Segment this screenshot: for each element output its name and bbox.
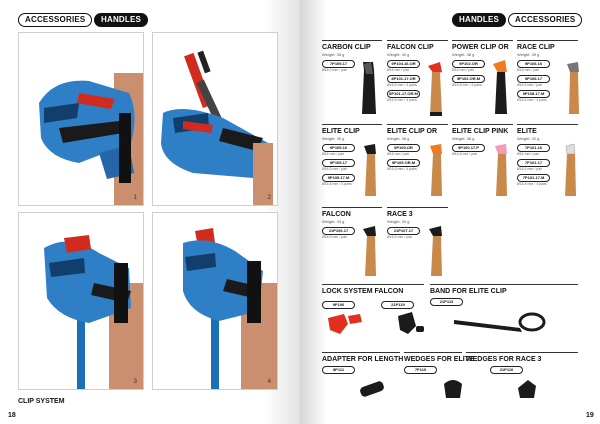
falcon-handle-image — [360, 226, 380, 278]
elite-handle-image — [560, 142, 580, 198]
carbon-clip-handle-image — [357, 60, 379, 116]
product-note: Ø16,5 mm / 4 pairs — [387, 167, 417, 171]
product-weight: Weight: 35 g — [322, 52, 345, 57]
product-code: 7P109.17 — [322, 60, 355, 68]
elite-clip-pink-handle-image — [491, 142, 511, 198]
product-weight: Weight: 33 g — [322, 219, 345, 224]
page-number-right: 19 — [586, 412, 594, 419]
product-code: 8P101.17.OR — [387, 75, 420, 83]
product-code: 9P102.OR — [452, 60, 485, 68]
band-for-elite-clip-image — [450, 306, 546, 342]
product-note: Ø16,5 mm / pair — [517, 167, 543, 171]
product-code: 9P105.16 — [322, 144, 355, 152]
page-number-left: 18 — [8, 412, 16, 419]
product-weight: Weight: 35 g — [322, 136, 345, 141]
product-title: CARBON CLIP — [322, 44, 371, 51]
product-weight: Weight: 38 g — [387, 136, 410, 141]
product-title: FALCON CLIP — [387, 44, 434, 51]
product-code: 7P101.17.M — [517, 174, 550, 182]
separator — [404, 352, 462, 353]
product-title: FALCON — [322, 211, 351, 218]
product-note: Ø16 mm / pair — [387, 152, 410, 156]
accessory-title: BAND FOR ELITE CLIP — [430, 288, 507, 295]
separator — [517, 40, 578, 41]
product-title: ELITE CLIP OR — [387, 128, 438, 135]
separator — [322, 352, 400, 353]
product-code: 9P102.OR.M — [452, 75, 485, 83]
accessory-wedges-for-elite — [404, 356, 474, 374]
accessory-code: 21P119 — [381, 301, 414, 309]
accessory-wedges-for-race-3 — [466, 356, 576, 374]
product-code: 8P101.17.OR.M — [387, 90, 420, 98]
adapter-image — [354, 376, 390, 404]
separator — [452, 124, 513, 125]
accessory-band-for-elite-clip — [430, 288, 540, 306]
product-weight: Weight: 38 g — [452, 52, 475, 57]
falcon-clip-handle-image — [424, 62, 446, 118]
product-code: 9P105.OR.M — [387, 159, 420, 167]
footer-title: CLIP SYSTEM — [18, 398, 65, 405]
tag-handles: HANDLES — [94, 13, 148, 27]
product-note: Ø16,5 mm / pair — [322, 167, 348, 171]
product-note: Ø16,5 mm / 4 pairs — [322, 182, 352, 186]
lock-system-black-image — [394, 308, 428, 338]
elite-clip-or-handle-image — [426, 142, 446, 198]
race-clip-handle-image — [562, 60, 584, 116]
elite-clip-handle-image — [360, 142, 380, 198]
product-weight: Weight: 39 g — [517, 52, 540, 57]
power-clip-handle-image — [489, 60, 511, 116]
separator — [322, 207, 382, 208]
separator — [322, 124, 382, 125]
separator — [322, 284, 424, 285]
product-code: 21P106.17 — [322, 227, 355, 235]
gloved-hand-image — [153, 213, 277, 389]
photo-number: 3 — [133, 379, 137, 385]
accessory-code: 9P106 — [322, 301, 355, 309]
product-note: Ø16,5 mm / pair — [387, 235, 413, 239]
product-note: Ø16,5 mm / 4 pairs — [517, 98, 547, 102]
product-note: Ø16 mm / pair — [517, 68, 540, 72]
separator — [517, 124, 578, 125]
separator — [387, 124, 448, 125]
product-title: RACE 3 — [387, 211, 413, 218]
accessory-code: 8P111 — [322, 366, 355, 374]
product-title: ELITE CLIP PINK — [452, 128, 509, 135]
accessory-title: WEDGES FOR RACE 3 — [466, 356, 542, 363]
product-code: 9P108.17.M — [517, 90, 550, 98]
photo-number: 4 — [267, 379, 271, 385]
product-note: Ø16 mm / pair — [387, 68, 410, 72]
product-note: Ø16,5 mm / 4 pairs — [387, 98, 417, 102]
photo-glove-3 — [18, 212, 144, 390]
product-note: Ø16,5 mm / 4 pairs — [452, 83, 482, 87]
separator — [387, 207, 448, 208]
accessory-title: ADAPTER FOR LENGTH — [322, 356, 404, 363]
product-title: RACE CLIP — [517, 44, 555, 51]
product-weight: Weight: 30 g — [387, 219, 410, 224]
product-title: POWER CLIP OR — [452, 44, 509, 51]
accessory-title: LOCK SYSTEM FALCON — [322, 288, 404, 295]
race-3-handle-image — [426, 226, 446, 278]
separator — [430, 284, 578, 285]
separator — [452, 40, 513, 41]
product-note: Ø16,5 mm / 4 pairs — [387, 83, 417, 87]
product-note: Ø16,5 mm / 4 pairs — [517, 182, 547, 186]
photo-number: 2 — [267, 195, 271, 201]
photo-glove-1 — [18, 32, 144, 206]
product-note: Ø16 mm / pair — [452, 68, 475, 72]
product-code: 7P101.17 — [517, 159, 550, 167]
product-code: 9P108.16 — [517, 60, 550, 68]
lock-system-red-image — [324, 308, 368, 338]
separator — [466, 352, 578, 353]
product-code: 9P104.16.OR — [387, 60, 420, 68]
product-note: Ø16,5 mm / pair — [517, 83, 543, 87]
product-code: 21P107.17 — [387, 227, 420, 235]
product-note: Ø16,0 mm / pair — [322, 68, 348, 72]
gloved-hand-image — [19, 213, 143, 389]
accessory-code: 21P113 — [430, 298, 463, 306]
product-note: Ø16 mm / pair — [517, 152, 540, 156]
product-weight: Weight: 38 g — [452, 136, 475, 141]
accessory-code: 7P110 — [404, 366, 437, 374]
accessory-adapter-for-length — [322, 356, 402, 374]
wedge-race-3-image — [514, 376, 540, 402]
product-weight: Weight: 32 g — [517, 136, 540, 141]
tag-accessories: ACCESSORIES — [508, 13, 582, 27]
accessory-title: WEDGES FOR ELITE — [404, 356, 474, 363]
product-code: 9P100.17.P — [452, 144, 485, 152]
gloved-hand-image — [153, 33, 277, 205]
accessory-code: 21P110 — [490, 366, 523, 374]
product-weight: Weight: 40 g — [387, 52, 410, 57]
product-note: Ø16 mm / pair — [322, 152, 345, 156]
separator — [387, 40, 448, 41]
product-title: ELITE — [517, 128, 537, 135]
product-code: 9P105.17 — [322, 159, 355, 167]
product-note: Ø16,5 mm / pair — [452, 152, 478, 156]
product-code: 9P105.OR — [387, 144, 420, 152]
product-note: Ø16,5 mm / pair — [322, 235, 348, 239]
wedge-elite-image — [440, 376, 466, 402]
right-page — [300, 0, 600, 424]
photo-number: 1 — [133, 195, 137, 201]
tag-accessories: ACCESSORIES — [18, 13, 92, 27]
photo-glove-2 — [152, 32, 278, 206]
product-code: 9P108.17 — [517, 75, 550, 83]
photo-glove-4 — [152, 212, 278, 390]
product-code: 9P105.17.M — [322, 174, 355, 182]
product-title: ELITE CLIP — [322, 128, 360, 135]
product-code: 7P101.16 — [517, 144, 550, 152]
gloved-hand-image — [19, 33, 143, 205]
tag-handles: HANDLES — [452, 13, 506, 27]
separator — [322, 40, 382, 41]
